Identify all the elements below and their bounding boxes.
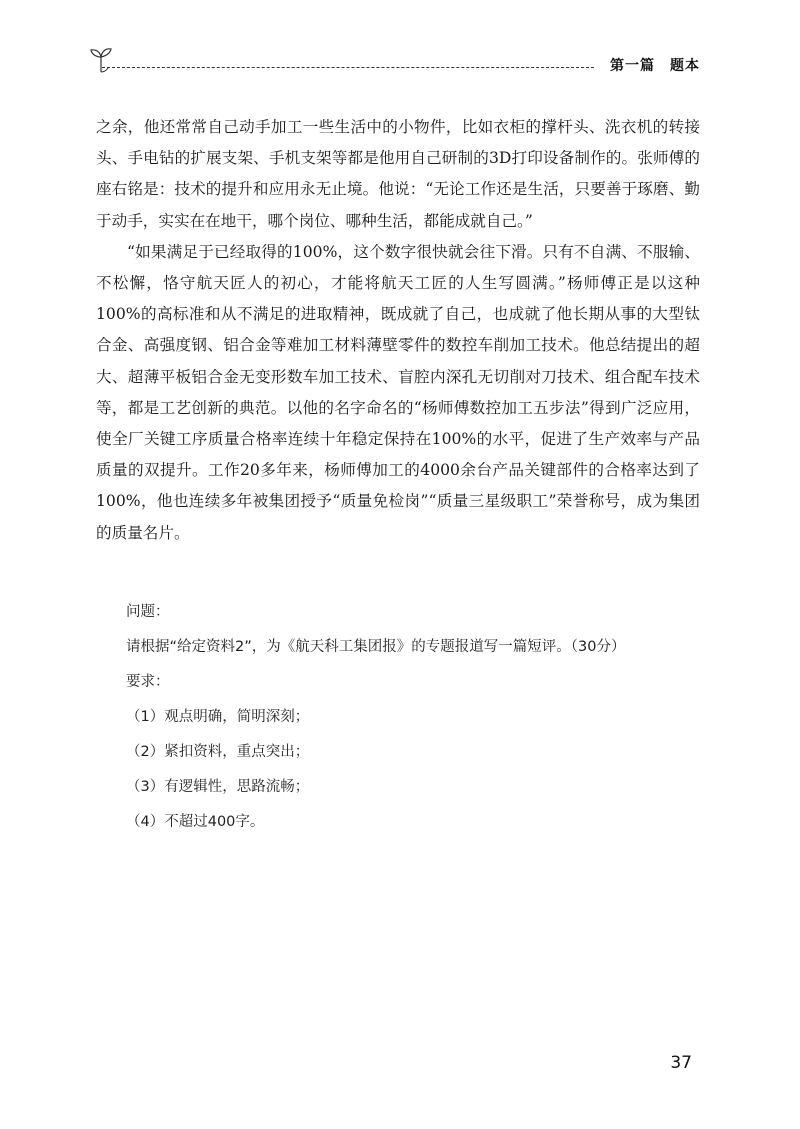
requirement-item: （1）观点明确，简明深刻； — [126, 709, 310, 725]
paragraph: 之余，他还常常自己动手加工一些生活中的小物件，比如衣柜的撑杆头、洗衣机的转接头、手电钻的扩展支架、手机支架等都是他用自己研制的3D打印设备制作的。张师傅的座右铭是：技术的提升和应用永无止境。他说：“无论工作还是生活，只要善于琢磨、勤于动手，实实在在地干，哪个岗位、哪种生活，都能成就自己。” — [96, 118, 700, 230]
question-block — [126, 595, 706, 840]
body-text — [96, 112, 700, 549]
requirement-item: （4）不超过400字。 — [126, 814, 265, 830]
requirements-label: 要求： — [126, 674, 170, 690]
question-prompt: 请根据“给定资料2”，为《航天科工集团报》的专题报道写一篇短评。（30分） — [126, 639, 626, 655]
sprout-icon — [88, 44, 114, 74]
question-label: 问题： — [126, 604, 170, 620]
section-title: 第一篇 题本 — [610, 58, 700, 74]
page-number: 37 — [670, 1053, 692, 1073]
requirement-item: （2）紧扣资料，重点突出； — [126, 744, 310, 760]
paragraph: “如果满足于已经取得的100%，这个数字很快就会往下滑。只有不自满、不服输、不松懈，恪守航天匠人的初心，才能将航天工匠的人生写圆满。”杨师傅正是以这种100%的高标准和从不满足的进取精神，既成就了自己，也成就了他长期从事的大型钛合金、高强度钢、铝合金等难加工材料薄壁零件的数控车削加工技术。他总结提出的超大、超薄平板铝合金无变形数车加工技术、盲腔内深孔无切削对刀技术、组合配车技术等，都是工艺创新的典范。以他的名字命名的“杨师傅数控加工五步法”得到广泛应用，使全厂关键工序质量合格率连续十年稳定保持在100%的水平，促进了生产效率与产品质量的双提升。工作20多年来，杨师傅加工的4000余台产品关键部件的合格率达到了100%，他也连续多年被集团授予“质量免检岗”“质量三星级职工”荣誉称号，成为集团的质量名片。 — [96, 242, 700, 542]
page-header — [88, 44, 700, 80]
requirement-item: （3）有逻辑性，思路流畅； — [126, 779, 310, 795]
header-divider — [102, 67, 594, 68]
